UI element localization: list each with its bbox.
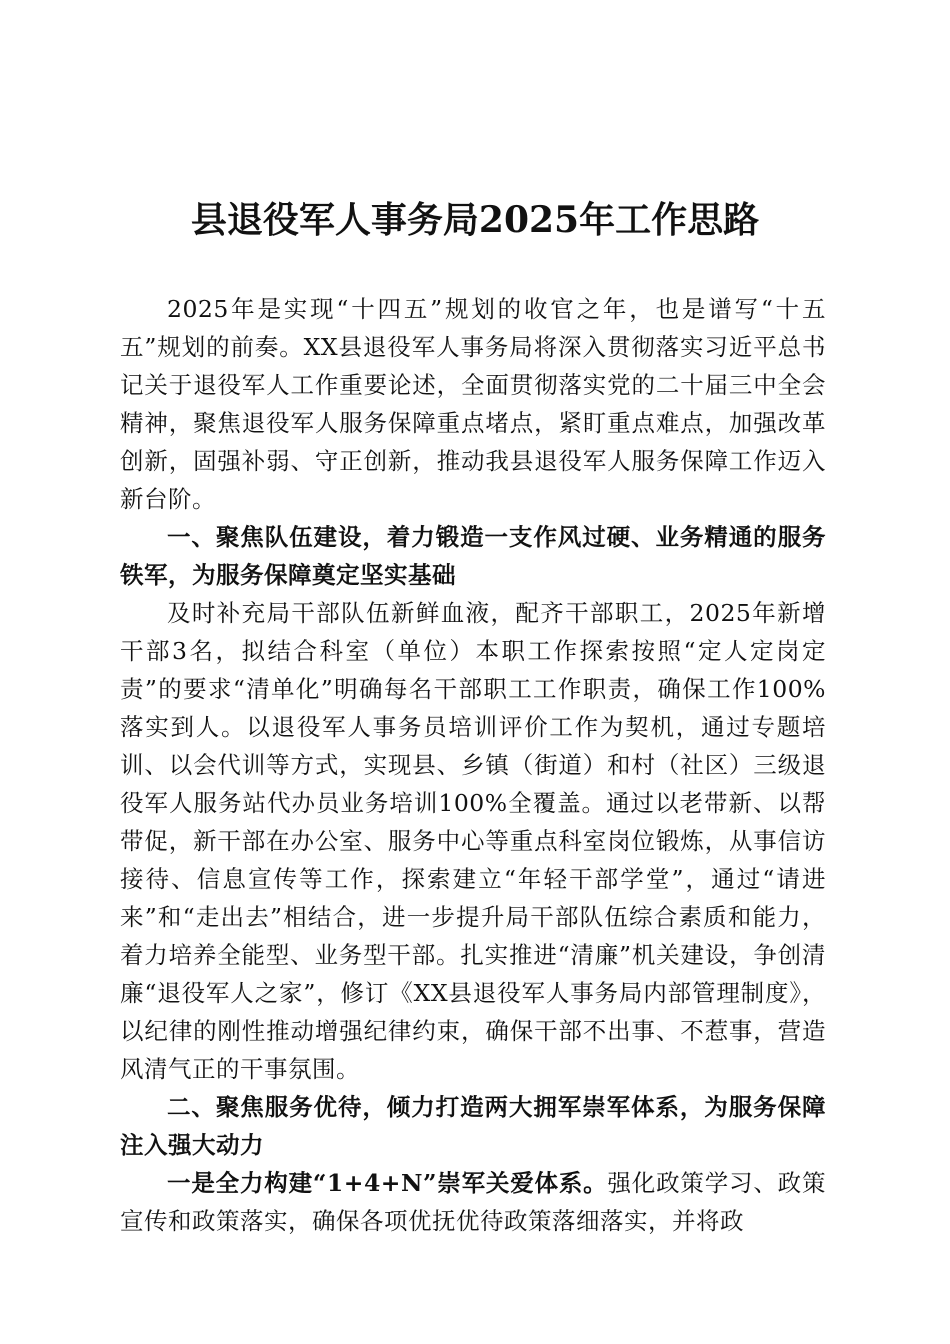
intro-paragraph: 2025年是实现“十四五”规划的收官之年，也是谱写“十五五”规划的前奏。XX县退役军人事务局将深入贯彻落实习近平总书记关于退役军人工作重要论述，全面贯彻落实党的二十届三中全会精神，聚焦退役军人服务保障重点堵点，紧盯重点难点，加强改革创新，固强补弱、守正创新，推动我县退役军人服务保障工作迈入新台阶。	[120, 295, 826, 513]
section-heading-1: 一、聚焦队伍建设，着力锻造一支作风过硬、业务精通的服务铁军，为服务保障奠定坚实基础	[120, 523, 826, 589]
section-2-text: 强化政策学习、政策宣传和政策落实，确保各项优抚优待政策落细落实，并将政	[120, 1169, 826, 1235]
section-1-paragraph: 及时补充局干部队伍新鲜血液，配齐干部职工，2025年新增干部3名，拟结合科室（单位）本职工作探索按照“定人定岗定责”的要求“清单化”明确每名干部职工工作职责，确保工作100%落实到人。以退役军人事务员培训评价工作为契机，通过专题培训、以会代训等方式，实现县、乡镇（街道）和村（社区）三级退役军人服务站代办员业务培训100%全覆盖。通过以老带新、以帮带促，新干部在办公室、服务中心等重点科室岗位锻炼，从事信访接待、信息宣传等工作，探索建立“年轻干部学堂”，通过“请进来”和“走出去”相结合，进一步提升局干部队伍综合素质和能力，着力培养全能型、业务型干部。扎实推进“清廉”机关建设，争创清廉“退役军人之家”，修订《XX县退役军人事务局内部管理制度》，以纪律的刚性推动增强纪律约束，确保干部不出事、不惹事，营造风清气正的干事氛围。	[120, 599, 826, 1083]
section-2-lead: 一是全力构建“1+4+N”崇军关爱体系。	[167, 1169, 608, 1197]
section-heading-2: 二、聚焦服务优待，倾力打造两大拥军崇军体系，为服务保障注入强大动力	[120, 1093, 826, 1159]
document-title: 县退役军人事务局2025年工作思路	[190, 199, 760, 241]
section-2-paragraph	[120, 1164, 826, 1240]
document-body	[120, 290, 826, 1240]
